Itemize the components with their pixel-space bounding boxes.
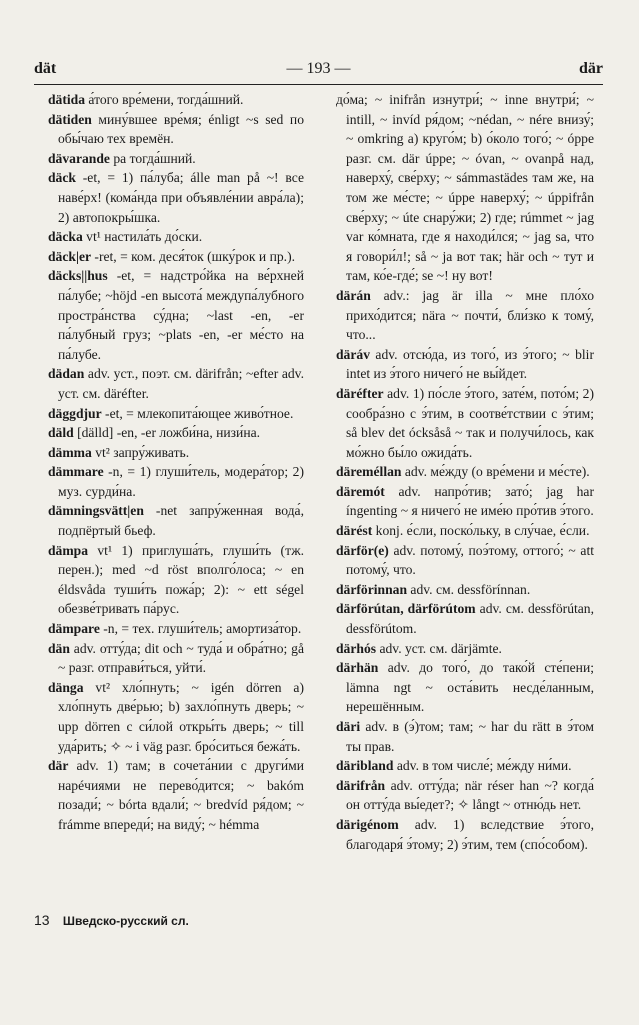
entry-headword: däcks||hus	[48, 268, 108, 284]
entry-definition: vt² запру́живать.	[91, 444, 190, 460]
header-rule	[34, 84, 603, 85]
entry-definition: -n, = тех. глуши́тель; амортиза́тор.	[99, 621, 302, 637]
dictionary-entry	[336, 286, 594, 345]
entry-definition: -et, = млекопита́ющее живо́тное.	[101, 405, 294, 421]
entry-headword: därán	[336, 287, 371, 303]
dictionary-entry	[48, 756, 304, 834]
dictionary-entry	[48, 423, 304, 443]
entry-definition: adv. уст. см. därjämte.	[376, 640, 502, 656]
entry-headword: därförinnan	[336, 581, 408, 597]
dictionary-entry	[336, 462, 594, 482]
entry-definition: adv. отсю́да, из того́, из э́того; ~ blir intet из э́того ничего́ не вы́йдет.	[346, 346, 594, 382]
entry-definition: adv.: jag är illa ~ мне пло́хо прихо́дится; nära ~ почти́, бли́зко к тому́, что...	[346, 287, 594, 343]
dictionary-entry	[48, 639, 304, 678]
entry-definition: vt¹ настила́ть до́ски.	[82, 229, 203, 245]
entry-definition: adv. до того́, до тако́й сте́пени; lämna ngt ~ оста́вить несде́ланным, нерешённым.	[346, 660, 594, 715]
dictionary-entry	[48, 168, 304, 227]
entry-definition: pa тогда́шний.	[109, 150, 196, 166]
entry-headword: dän	[48, 640, 70, 656]
entry-definition: а́того вре́мени, тогда́шний.	[85, 92, 244, 107]
dictionary-entry	[336, 482, 594, 521]
dictionary-entry	[48, 266, 304, 364]
entry-definition: adv. в том числе́; ме́жду ни́ми.	[393, 758, 572, 774]
entry-definition: adv. ме́жду (о вре́мени и ме́сте).	[401, 464, 590, 480]
entry-headword: dänga	[48, 679, 84, 695]
signature-title: Шведско-русский сл.	[62, 914, 189, 928]
header-right-guide-word: där	[579, 60, 603, 77]
entry-headword: dätida	[48, 92, 86, 107]
dictionary-entry	[48, 364, 304, 403]
entry-headword: där	[48, 758, 69, 774]
entry-definition: -et, = 1) па́луба; álle man på ~! все наве́рх! (кома́нда при объявле́нии авра́ла); 2) автопокры́шка.	[58, 170, 304, 225]
entry-headword: däráv	[336, 346, 370, 362]
entry-definition: adv. см. dessförínnan.	[407, 581, 531, 597]
dictionary-entry	[48, 619, 304, 639]
entry-definition: vt² хло́пнуть; ~ igén dörren а) хло́пнуть две́рью; b) захло́пнуть дверь; ~ upp dörren с си́лой откры́ть дверь; ~ till уда́рить; ✧ ~ i väg разг. бро́ситься бежа́ть.	[58, 679, 304, 754]
entry-definition: adv. уст., поэт. см. därifrån; ~efter adv. уст. см. däréfter.	[58, 366, 304, 401]
entry-headword: däck	[48, 170, 76, 186]
entry-definition: -et, = надстро́йка на ве́рхней па́лубе; ~höjd -en высота́ междупа́лубного простра́нства су́дна; ~last -en, -er па́лубный груз; ~plats -en, -er ме́сто на па́лубе.	[58, 268, 304, 362]
dictionary-entry	[48, 404, 304, 424]
dictionary-entry	[336, 815, 594, 854]
dictionary-entry	[48, 462, 304, 501]
dictionary-entry	[336, 776, 594, 815]
entry-headword: däld	[48, 425, 74, 441]
entry-definition: -net запру́женная вода́, подпёртый бьеф.	[58, 503, 304, 539]
dictionary-entry	[48, 90, 304, 110]
entry-definition: adv. отту́да; när réser han ~? когда́ он отту́да вы́едет?; ✧ långt ~ отню́дь нет.	[346, 777, 594, 813]
dictionary-entry	[336, 658, 594, 717]
dictionary-entry	[48, 110, 304, 149]
entry-definition: adv. отту́да; dit och ~ туда́ и обра́тно; gå ~ разг. отправи́ться, уйти́.	[58, 640, 304, 676]
entry-headword: däggdjur	[48, 405, 102, 421]
entry-definition: adv. 1) вследствие э́того, благодаря́ э́тому; 2) э́тим, тем (спо́собом).	[346, 816, 594, 852]
entry-definition: adv. 1) там; в сочета́нии с други́ми нарéчиями не перево́дится; ~ bakóm позади́; ~ bórta вдали́; ~ bredvíd ря́дом; ~ frámme впереди́; на виду́; ~ hémma	[58, 758, 304, 832]
entry-headword: dämpa	[48, 542, 89, 558]
entry-headword: däreméllan	[336, 464, 402, 480]
entry-headword: därést	[336, 523, 373, 539]
page-number: — 193 —	[286, 60, 351, 77]
entry-headword: dämmare	[48, 464, 104, 480]
entry-headword: därhós	[336, 640, 377, 656]
entry-definition: adv. потому́, поэ́тому, оттого́; ~ att потому́, что.	[346, 542, 594, 578]
dictionary-entry	[48, 541, 304, 619]
entry-headword: dämpare	[48, 621, 100, 637]
entry-headword: dävarande	[48, 150, 110, 166]
header-left-guide-word: dät	[34, 60, 57, 77]
left-column	[48, 90, 304, 835]
entry-definition: до́ма; ~ inifrån изнутри́; ~ inne внутри́; ~ intill, ~ invíd ря́дом; ~nédan, ~ nére внизу́; ~ omkring а) круго́м; b) о́коло того́; ~ óppe разг. см. där úppe; ~ óvan, ~ ovanpå над, наверху́, све́рху; ~ sámmastädes там же, на том же ме́сте; ~ úppe наверху́; ~ úppifrån све́рху; ~ úte снару́жи; 2) где; rúmmet ~ jag var ко́мната, где я находи́лся; ~ jag sa, что я говори́л!; så ~ ja вот так; här och ~ тут и там, ко́е-где́; se ~! ну вот!	[336, 92, 594, 284]
entry-headword: däri	[336, 719, 361, 734]
entry-headword: dämma	[48, 444, 92, 460]
dictionary-entry	[336, 580, 594, 600]
entry-headword: dätiden	[48, 111, 92, 127]
signature-number: 13	[34, 912, 50, 928]
page-footer	[34, 912, 189, 928]
dictionary-entry	[336, 90, 594, 286]
entry-headword: däribland	[336, 758, 394, 774]
entry-definition: vt¹ 1) приглуша́ть, глуши́ть (тж. перен.); med ~d röst вполго́лоса; ~ en éldsvåda туши́ть пожа́р; 2): ~ ett ségel обезве́тривать па́рус.	[58, 542, 304, 617]
entry-headword: därigénom	[336, 816, 399, 832]
entry-definition: -ret, = ком. деся́ток (шку́рок и пр.).	[91, 248, 295, 264]
entry-definition: adv. напро́тив; зато́; jag har íngenting ~ я ничего́ не име́ю про́тив э́того.	[346, 483, 594, 519]
dictionary-entry	[336, 756, 594, 776]
entry-headword: däcka	[48, 229, 83, 245]
entry-definition: konj. е́сли, поско́льку, в слу́чае, е́сли.	[372, 523, 590, 539]
entry-definition: мину́вшее вре́мя; énligt ~s sed по обы́чаю тех времён.	[58, 111, 304, 147]
entry-headword: dädan	[48, 366, 85, 382]
dictionary-entry	[48, 443, 304, 463]
dictionary-entry	[336, 599, 594, 638]
dictionary-entry	[336, 345, 594, 384]
dictionary-entry	[336, 521, 594, 541]
entry-headword: däck|er	[48, 248, 92, 264]
entry-headword: därhän	[336, 660, 379, 676]
dictionary-entry	[336, 639, 594, 659]
dictionary-entry	[48, 247, 304, 267]
dictionary-entry	[48, 149, 304, 169]
entry-definition: adv. 1) по́сле э́того, зате́м, пото́м; 2) сообра́зно с э́тим, в соотве́тствии с э́тим; så blev det ócksåså ~ так и получи́лось, как мо́жно бы́ло ожида́ть.	[346, 385, 594, 460]
entry-headword: därförútan, därförútom	[336, 601, 476, 617]
dictionary-entry	[336, 717, 594, 756]
entry-definition: adv. в (э́)том; там; ~ har du rätt в э́том ты прав.	[346, 719, 594, 754]
entry-headword: däremót	[336, 483, 385, 499]
entry-headword: dämningsvätt|en	[48, 503, 144, 519]
dictionary-entry	[48, 678, 304, 756]
dictionary-entry	[48, 501, 304, 540]
entry-definition: [dälld] -en, -er ложби́на, низи́на.	[73, 425, 261, 441]
entry-definition: -n, = 1) глуши́тель, модера́тор; 2) муз. сурди́на.	[58, 464, 304, 499]
dictionary-entry	[336, 541, 594, 580]
right-column	[336, 90, 594, 854]
entry-headword: därifrån	[336, 777, 386, 793]
entry-definition: adv. см. dessförútan, dessförútom.	[346, 601, 595, 637]
dictionary-entry	[336, 384, 594, 462]
page-header	[34, 60, 603, 84]
entry-headword: däréfter	[336, 385, 384, 401]
dictionary-entry	[48, 227, 304, 247]
entry-headword: därför(e)	[336, 542, 389, 558]
